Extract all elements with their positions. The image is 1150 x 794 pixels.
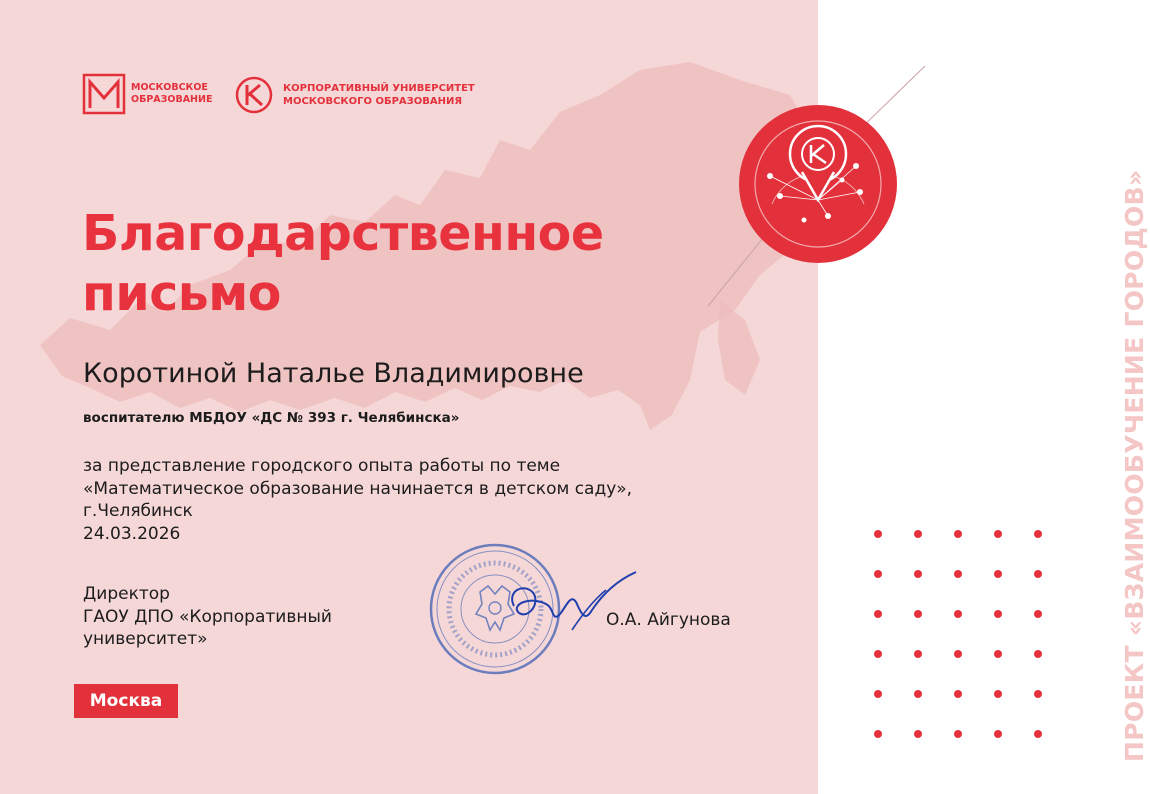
decor-dot <box>914 530 922 538</box>
director-line: университет» <box>83 629 208 649</box>
decor-dot <box>914 730 922 738</box>
reason-line: г.Челябинск <box>83 501 193 521</box>
decor-dot <box>874 570 882 578</box>
decor-dot <box>994 730 1002 738</box>
moscow-education-line1: МОСКОВСКОЕ <box>131 82 208 93</box>
decor-dot <box>994 690 1002 698</box>
reason-date: 24.03.2026 <box>83 523 181 544</box>
reason-text <box>83 455 632 545</box>
decor-dot <box>954 610 962 618</box>
decor-dot <box>1034 650 1042 658</box>
signer-name: О.А. Айгунова <box>606 610 731 630</box>
corporate-university-line2: МОСКОВСКОГО ОБРАЗОВАНИЯ <box>283 96 463 107</box>
decor-dot <box>914 690 922 698</box>
decor-dot <box>994 610 1002 618</box>
city-badge: Москва <box>74 684 178 718</box>
recipient-position: воспитателю МБДОУ «ДС № 393 г. Челябинска» <box>83 410 460 426</box>
corporate-university-logo-icon <box>235 76 273 114</box>
corporate-university-line1: КОРПОРАТИВНЫЙ УНИВЕРСИТЕТ <box>283 83 475 94</box>
recipient-name: Коротиной Наталье Владимировне <box>83 358 584 389</box>
decor-dot <box>954 650 962 658</box>
project-vertical-title: ПРОЕКТ «ВЗАИМООБУЧЕНИЕ ГОРОДОВ» <box>1120 169 1149 762</box>
moscow-education-line2: ОБРАЗОВАНИЕ <box>131 94 213 105</box>
corporate-university-logo <box>235 76 475 114</box>
title-line-2: письмо <box>82 265 281 322</box>
director-line: Директор <box>83 584 170 604</box>
decor-dot <box>954 570 962 578</box>
reason-line: за представление городского опыта работы по теме <box>83 456 561 476</box>
decor-dot <box>874 690 882 698</box>
decor-dot <box>954 530 962 538</box>
decor-dot <box>914 570 922 578</box>
decor-dot <box>1034 690 1042 698</box>
dot-grid-decoration <box>874 530 1042 738</box>
decor-dot <box>1034 570 1042 578</box>
decor-dot <box>994 650 1002 658</box>
decor-dot <box>994 570 1002 578</box>
decor-dot <box>874 650 882 658</box>
reason-line: «Математическое образование начинается в детском саду», <box>83 478 633 499</box>
decor-dot <box>1034 730 1042 738</box>
decor-dot <box>874 530 882 538</box>
director-title <box>83 583 332 651</box>
decor-dot <box>954 730 962 738</box>
title-line-1: Благодарственное <box>82 205 604 262</box>
document-title <box>82 204 604 324</box>
city-pin-emblem-icon <box>738 104 898 264</box>
decor-dot <box>1034 530 1042 538</box>
decor-dot <box>874 610 882 618</box>
decor-dot <box>914 650 922 658</box>
director-line: ГАОУ ДПО «Корпоративный <box>83 606 332 627</box>
moscow-education-logo <box>83 74 212 114</box>
decor-dot <box>994 530 1002 538</box>
decor-dot <box>1034 610 1042 618</box>
decor-dot <box>874 730 882 738</box>
moscow-education-logo-icon <box>83 74 127 114</box>
decor-dot <box>914 610 922 618</box>
decor-dot <box>954 690 962 698</box>
